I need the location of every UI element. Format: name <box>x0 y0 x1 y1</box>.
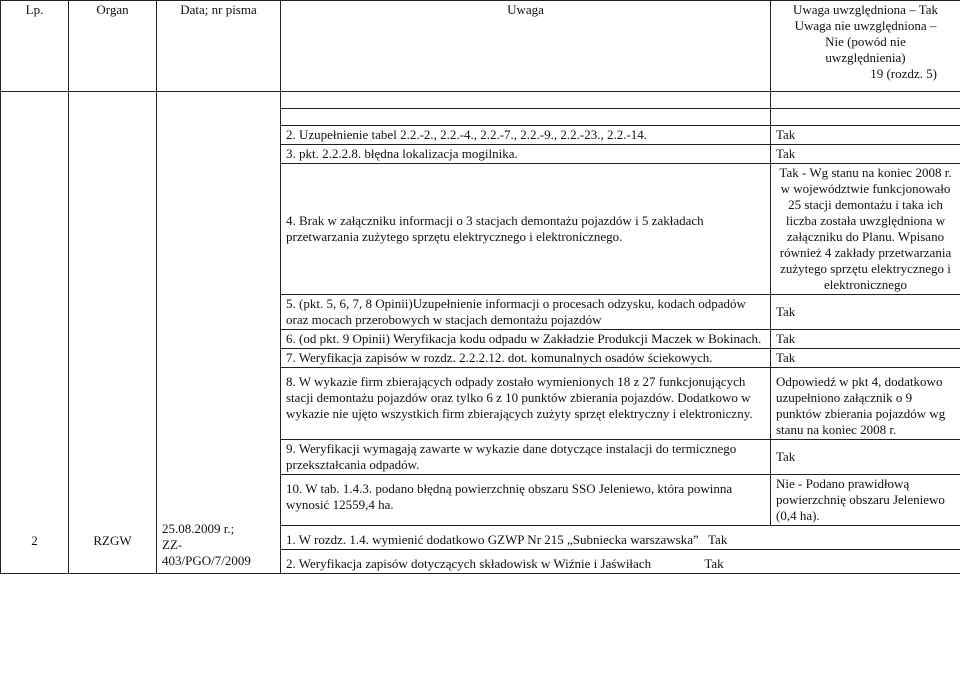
comment-text-inline: 2. Weryfikacja zapisów dotyczących składowisk w Wiźnie i Jaświłach <box>286 556 652 571</box>
blank-cell <box>281 92 771 109</box>
header-uwaga: Uwaga <box>281 1 771 92</box>
comment-text: 8. W wykazie firm zbierających odpady zostało wymienionych 18 z 27 funkcjonujących stacji demontażu pojazdów oraz tylko 6 z 10 punktów zbierania pojazdów. Dodatkowo w wykazie nie ujęto wszystkich firm zbierających zużyty sprzęt elektryczny i elektroniczny. <box>281 368 771 440</box>
entry-date-line: ZZ- <box>162 537 183 552</box>
comment-text: 7. Weryfikacja zapisów w rozdz. 2.2.2.12. dot. komunalnych osadów ściekowych. <box>281 349 771 368</box>
comment-text <box>281 526 960 550</box>
blank-cell <box>771 92 960 109</box>
header-row <box>1 1 960 92</box>
header-status <box>771 1 960 92</box>
comment-status: Tak <box>771 330 960 349</box>
comment-status: Nie - Podano prawidłową powierzchnię obszaru Jeleniewo (0,4 ha). <box>771 475 960 526</box>
header-status-line: Uwaga uwzględniona – Tak <box>792 2 939 17</box>
entry-organ: RZGW <box>69 92 157 574</box>
comment-status: Tak <box>771 295 960 330</box>
header-lp: Lp. <box>1 1 69 92</box>
comment-status: Tak - Wg stanu na koniec 2008 r. w województwie funkcjonowało 25 stacji demontażu i taka ich liczba została uwzględniona w załączniku do Planu. Wpisano również 4 zakłady przetwarzania zużytego sprzętu elektrycznego i elektronicznego <box>771 164 960 295</box>
comment-status: Tak <box>771 145 960 164</box>
comment-status: Tak <box>771 349 960 368</box>
comment-text: 3. pkt. 2.2.2.8. błędna lokalizacja mogilnika. <box>281 145 771 164</box>
blank-cell <box>771 109 960 126</box>
comment-text: 2. Uzupełnienie tabel 2.2.-2., 2.2.-4., 2.2.-7., 2.2.-9., 2.2.-23., 2.2.-14. <box>281 126 771 145</box>
comment-text: 5. (pkt. 5, 6, 7, 8 Opinii)Uzupełnienie informacji o procesach odzysku, kodach odpadów oraz mocach przerobowych w stacjach demontażu pojazdów <box>281 295 771 330</box>
header-organ: Organ <box>69 1 157 92</box>
comment-text-inline: 1. W rozdz. 1.4. wymienić dodatkowo GZWP Nr 215 „Subniecka warszawska” <box>286 532 699 547</box>
blank-row <box>1 92 960 109</box>
entry-date-line: 25.08.2009 r.; <box>162 521 235 536</box>
comment-text: 9. Weryfikacji wymagają zawarte w wykazie dane dotyczące instalacji do termicznego przekształcania odpadów. <box>281 440 771 475</box>
comment-status: Tak <box>704 556 724 571</box>
comment-text: 4. Brak w załączniku informacji o 3 stacjach demontażu pojazdów i 5 zakładach przetwarzania zużytego sprzętu elektrycznego i elektronicznego. <box>281 164 771 295</box>
header-status-line: Uwaga nie uwzględniona – <box>794 18 937 33</box>
comment-text: 10. W tab. 1.4.3. podano błędną powierzchnię obszaru SSO Jeleniewo, która powinna wynosić 12559,4 ha. <box>281 475 771 526</box>
comment-status: Tak <box>771 126 960 145</box>
entry-date-number <box>157 92 281 574</box>
entry-date-line: 403/PGO/7/2009 <box>162 553 251 568</box>
header-status-line: uwzględnienia) <box>825 50 906 65</box>
blank-cell <box>281 109 771 126</box>
comment-text <box>281 550 960 574</box>
comment-status: Tak <box>708 532 728 547</box>
header-data: Data; nr pisma <box>157 1 281 92</box>
entry-lp: 2 <box>1 92 69 574</box>
comment-status: Tak <box>771 440 960 475</box>
comment-text: 6. (od pkt. 9 Opinii) Weryfikacja kodu odpadu w Zakładzie Produkcji Maczek w Bokinach. <box>281 330 771 349</box>
header-status-line: Nie (powód nie <box>825 34 906 49</box>
comment-status: Odpowiedź w pkt 4, dodatkowo uzupełniono załącznik o 9 punktów zbierania pojazdów wg stanu na koniec 2008 r. <box>771 368 960 440</box>
header-status-line: 19 (rozdz. 5) <box>870 66 937 81</box>
